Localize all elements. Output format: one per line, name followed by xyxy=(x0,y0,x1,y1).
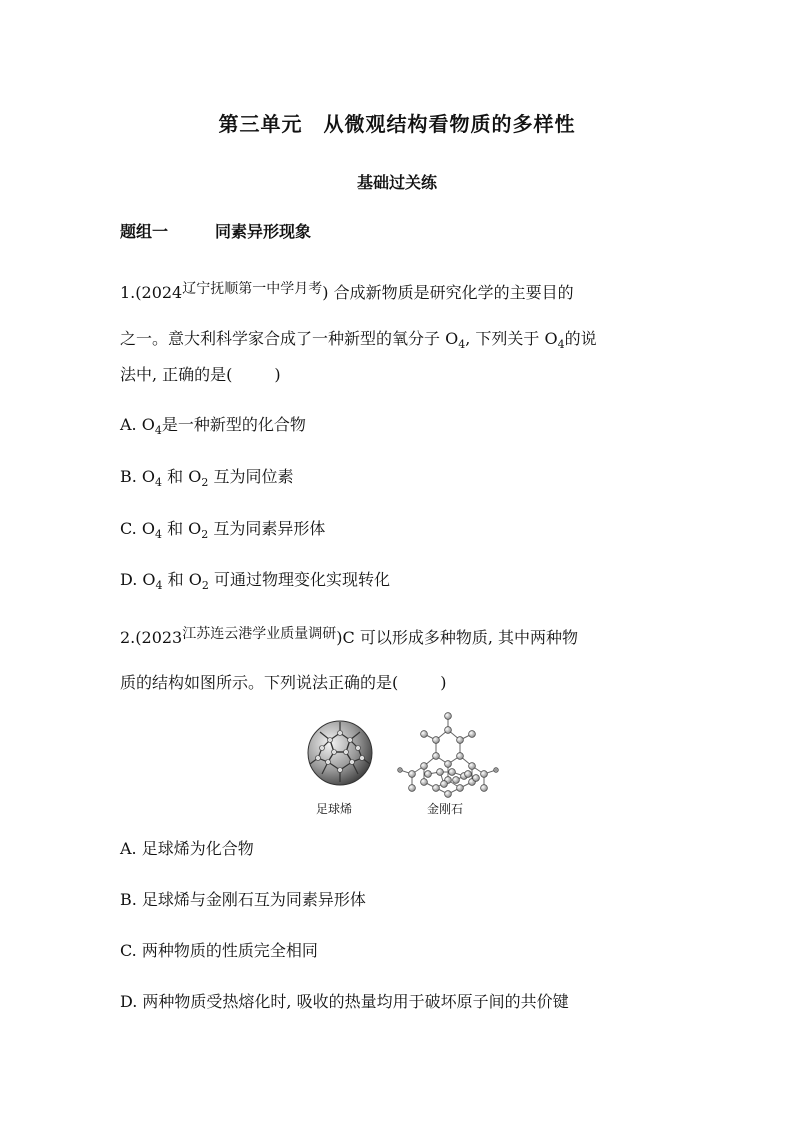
fullerene-caption: 足球烯 xyxy=(316,802,353,816)
option-text: 互为同素异形体 xyxy=(213,519,326,538)
question-group-heading xyxy=(120,219,311,242)
option-text: A. O xyxy=(120,415,155,434)
option-a xyxy=(120,412,306,437)
option-text: D. O xyxy=(120,570,156,589)
option-text: 可通过物理变化实现转化 xyxy=(213,570,390,589)
question-2-line-1 xyxy=(120,625,578,648)
subscript: 2 xyxy=(201,579,209,593)
subscript: 4 xyxy=(557,338,565,352)
option-text: 和 O xyxy=(167,570,202,589)
option-text: C. O xyxy=(120,519,155,538)
q2-option-b: B. 足球烯与金刚石互为同素异形体 xyxy=(120,890,366,909)
option-d xyxy=(120,567,390,592)
question-text: , 下列关于 O xyxy=(465,329,558,348)
diamond-caption: 金刚石 xyxy=(427,802,464,816)
structure-figure xyxy=(300,708,520,818)
section-subtitle: 基础过关练 xyxy=(356,173,437,192)
question-2-line-2 xyxy=(120,670,447,693)
question-text: 质的结构如图所示。下列说法正确的是( xyxy=(120,673,399,692)
question-text: 之一。意大利科学家合成了一种新型的氧分子 O xyxy=(120,329,459,348)
question-1-line-2 xyxy=(120,326,597,351)
subscript: 4 xyxy=(155,476,163,490)
option-text: 和 O xyxy=(167,519,202,538)
fullerene-molecule xyxy=(308,721,372,785)
question-text: 法中, 正确的是( xyxy=(120,365,233,384)
option-c xyxy=(120,516,325,541)
question-source: 江苏连云港学业质量调研 xyxy=(182,626,337,642)
option-text: 互为同位素 xyxy=(213,467,294,486)
option-text: 和 O xyxy=(167,467,202,486)
question-1-line-3 xyxy=(120,362,281,385)
question-text: 的说 xyxy=(564,329,597,348)
q2-option-a: A. 足球烯为化合物 xyxy=(120,839,254,858)
subscript: 4 xyxy=(154,424,162,438)
question-1-line-1 xyxy=(120,280,574,303)
page-title: 第三单元 从微观结构看物质的多样性 xyxy=(218,112,576,136)
question-number: 1.(2024 xyxy=(120,283,183,302)
subscript: 4 xyxy=(458,338,466,352)
subscript: 4 xyxy=(155,579,163,593)
source-close: ) xyxy=(336,628,343,647)
question-text: C 可以形成多种物质, 其中两种物 xyxy=(342,628,578,647)
option-text: B. O xyxy=(120,467,156,486)
group-name: 同素异形现象 xyxy=(215,222,312,241)
answer-paren-close: ) xyxy=(440,673,447,692)
source-close: ) xyxy=(322,283,329,302)
option-text: 是一种新型的化合物 xyxy=(161,415,306,434)
answer-paren-close: ) xyxy=(274,365,281,384)
diamond-lattice xyxy=(398,713,499,798)
subscript: 2 xyxy=(201,476,209,490)
option-b xyxy=(120,464,293,489)
question-text: 合成新物质是研究化学的主要目的 xyxy=(333,283,574,302)
subscript: 4 xyxy=(154,528,162,542)
q2-option-c: C. 两种物质的性质完全相同 xyxy=(120,941,318,960)
q2-option-d: D. 两种物质受热熔化时, 吸收的热量均用于破坏原子间的共价键 xyxy=(120,992,569,1011)
question-number: 2.(2023 xyxy=(120,628,183,647)
subscript: 2 xyxy=(201,528,209,542)
question-source: 辽宁抚顺第一中学月考 xyxy=(182,281,323,297)
group-label: 题组一 xyxy=(120,222,169,241)
